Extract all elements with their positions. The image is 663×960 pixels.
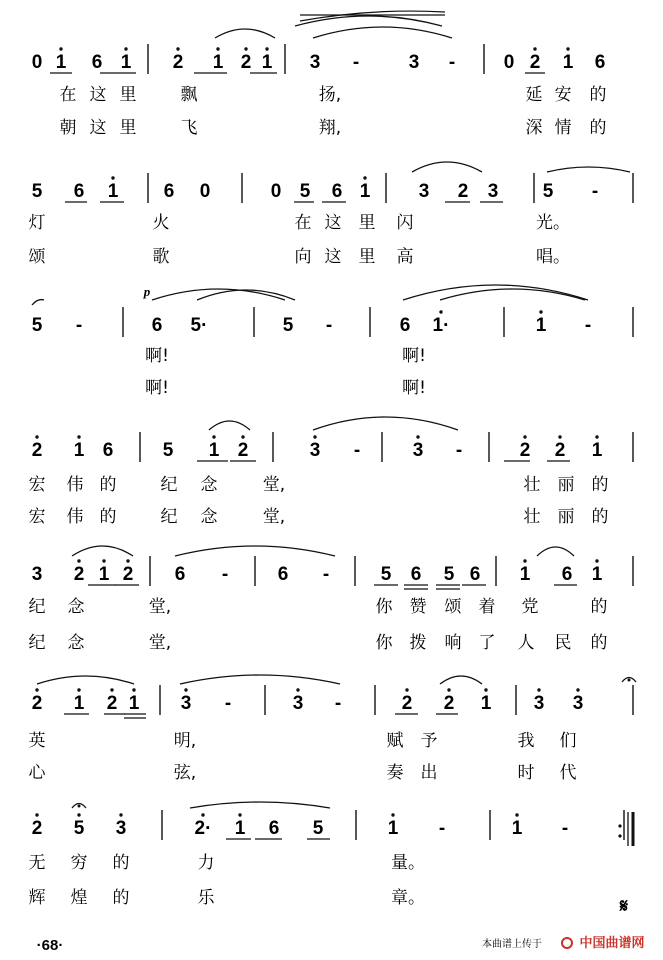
lyric-syllable: 念 bbox=[200, 475, 218, 495]
octave-dot bbox=[201, 813, 204, 816]
lyric-syllable: 无 bbox=[28, 853, 46, 873]
lyric-syllable: 朝 bbox=[59, 118, 77, 138]
score-note: 1 bbox=[535, 315, 547, 336]
score-note: 1 bbox=[73, 693, 85, 714]
slur-arc bbox=[72, 546, 133, 556]
octave-dot bbox=[77, 688, 80, 691]
lyric-syllable: 里 bbox=[358, 213, 376, 233]
lyric-syllable: 心 bbox=[28, 763, 46, 783]
score-note: 6 bbox=[102, 440, 114, 461]
lyric-syllable: 赋 bbox=[386, 731, 404, 751]
lyric-syllable: 乐 bbox=[197, 888, 215, 908]
lyric-syllable: 纪 bbox=[160, 475, 178, 495]
octave-dot bbox=[416, 435, 419, 438]
score-note: 3 bbox=[309, 52, 321, 73]
lyric-syllable: 飘 bbox=[180, 85, 198, 105]
score-note: 5 bbox=[73, 818, 85, 839]
octave-dot bbox=[515, 813, 518, 816]
lyric-syllable: 在 bbox=[59, 85, 77, 105]
octave-dot bbox=[212, 435, 215, 438]
slur-arc bbox=[215, 29, 275, 38]
lyric-syllable: 民 bbox=[554, 633, 572, 653]
lyric-syllable: 代 bbox=[559, 763, 577, 783]
lyric-syllable: 英 bbox=[28, 731, 46, 751]
score-note: 6 bbox=[399, 315, 411, 336]
lyric-syllable: 堂, bbox=[262, 475, 286, 495]
score-note: 2 bbox=[106, 693, 118, 714]
lyric-syllable: 高 bbox=[396, 247, 414, 267]
slur-arc bbox=[190, 802, 330, 808]
score-system bbox=[29, 685, 634, 783]
lyric-syllable: 我 bbox=[517, 731, 535, 751]
octave-dot bbox=[110, 688, 113, 691]
slur-arc bbox=[295, 16, 442, 26]
score-note: 2 bbox=[172, 52, 184, 73]
lyric-syllable: 宏 bbox=[28, 507, 46, 527]
octave-dot bbox=[35, 435, 38, 438]
score-note: 6 bbox=[331, 181, 343, 202]
octave-dot bbox=[102, 559, 105, 562]
lyric-syllable: 们 bbox=[559, 731, 577, 751]
lyric-syllable: 翔, bbox=[318, 118, 342, 138]
score-note: 6 bbox=[151, 315, 163, 336]
score-note: 6 bbox=[277, 564, 289, 585]
lyric-syllable: 你 bbox=[375, 633, 393, 653]
lyric-syllable: 的 bbox=[590, 597, 608, 617]
score-note: 0 bbox=[31, 52, 43, 73]
score-note: 5 bbox=[380, 564, 392, 585]
lyric-syllable: 出 bbox=[420, 763, 438, 783]
score-note: 1 bbox=[73, 440, 85, 461]
lyric-syllable: 壮 bbox=[523, 475, 541, 495]
octave-dot bbox=[533, 47, 536, 50]
lyric-syllable: 章。 bbox=[391, 888, 425, 908]
score-note: - bbox=[448, 52, 456, 73]
lyric-syllable: 啊! bbox=[402, 378, 426, 398]
score-note: 1 bbox=[591, 564, 603, 585]
slur-arc bbox=[412, 162, 482, 172]
octave-dot bbox=[176, 47, 179, 50]
score-note: - bbox=[352, 52, 360, 73]
score-note: 6 bbox=[594, 52, 606, 73]
octave-dot bbox=[595, 435, 598, 438]
score-note: 1 bbox=[519, 564, 531, 585]
score-note: 1 bbox=[128, 693, 140, 714]
slur-arc bbox=[537, 547, 574, 556]
score-note: 6 bbox=[73, 181, 85, 202]
octave-dot bbox=[576, 688, 579, 691]
slur-arc bbox=[403, 285, 588, 300]
fermata-dot bbox=[628, 679, 631, 682]
score-note: 0 bbox=[270, 181, 282, 202]
octave-dot bbox=[439, 310, 442, 313]
lyric-syllable: 纪 bbox=[28, 633, 46, 653]
score-note: 1 bbox=[591, 440, 603, 461]
lyric-syllable: 延 bbox=[525, 85, 543, 105]
lyric-syllable: 啊! bbox=[145, 346, 169, 366]
octave-dot bbox=[363, 176, 366, 179]
score-note: 2 bbox=[401, 693, 413, 714]
score-note: 1 bbox=[511, 818, 523, 839]
lyric-syllable: 纪 bbox=[28, 597, 46, 617]
score-note: 6 bbox=[174, 564, 186, 585]
segno-icon: 𝄋 bbox=[619, 896, 629, 917]
lyric-syllable: 的 bbox=[589, 118, 607, 138]
lyric-syllable: 赞 bbox=[409, 597, 427, 617]
score-note: 2 bbox=[554, 440, 566, 461]
lyric-syllable: 的 bbox=[590, 633, 608, 653]
slur-arc bbox=[175, 546, 335, 556]
lyric-syllable: 壮 bbox=[523, 507, 541, 527]
score-note: 5 bbox=[162, 440, 174, 461]
slur-arc bbox=[313, 27, 452, 38]
octave-dot bbox=[566, 47, 569, 50]
lyric-syllable: 闪 bbox=[396, 213, 414, 233]
score-note: - bbox=[75, 315, 83, 336]
repeat-dot bbox=[618, 834, 621, 837]
lyric-syllable: 着 bbox=[478, 597, 496, 617]
score-note: 3 bbox=[408, 52, 420, 73]
lyric-syllable: 纪 bbox=[160, 507, 178, 527]
lyric-syllable: 丽 bbox=[557, 507, 575, 527]
lyric-syllable: 的 bbox=[112, 888, 130, 908]
lyric-syllable: 念 bbox=[67, 633, 85, 653]
octave-dot bbox=[313, 435, 316, 438]
score-note: 1 bbox=[387, 818, 399, 839]
score-note: 3 bbox=[412, 440, 424, 461]
lyric-syllable: 向 bbox=[294, 247, 312, 267]
octave-dot bbox=[124, 47, 127, 50]
lyric-syllable: 你 bbox=[375, 597, 393, 617]
lyric-syllable: 里 bbox=[119, 118, 137, 138]
score-note: 3 bbox=[31, 564, 43, 585]
octave-dot bbox=[296, 688, 299, 691]
octave-dot bbox=[391, 813, 394, 816]
score-system bbox=[32, 307, 633, 398]
score-note: 0 bbox=[199, 181, 211, 202]
upload-note: 本曲谱上传于 bbox=[482, 939, 542, 950]
slur-arc bbox=[152, 289, 285, 300]
slur-arc bbox=[32, 300, 44, 305]
score-note: 1 bbox=[562, 52, 574, 73]
score-note: 2 bbox=[529, 52, 541, 73]
score-note: - bbox=[221, 564, 229, 585]
score-system bbox=[29, 810, 625, 908]
octave-dot bbox=[59, 47, 62, 50]
lyric-syllable: 飞 bbox=[180, 118, 198, 138]
lyric-syllable: 时 bbox=[517, 763, 535, 783]
lyric-syllable: 伟 bbox=[66, 507, 84, 527]
score-note: - bbox=[224, 693, 232, 714]
score-note: 2 bbox=[73, 564, 85, 585]
lyric-syllable: 啊! bbox=[402, 346, 426, 366]
repeat-dot bbox=[618, 824, 621, 827]
score-note: 1 bbox=[212, 52, 224, 73]
score-note: - bbox=[322, 564, 330, 585]
score-note: 3 bbox=[292, 693, 304, 714]
score-note: - bbox=[591, 181, 599, 202]
lyric-syllable: 的 bbox=[589, 85, 607, 105]
score-note: 5 bbox=[282, 315, 294, 336]
lyric-syllable: 里 bbox=[119, 85, 137, 105]
octave-dot bbox=[405, 688, 408, 691]
lyric-syllable: 深 bbox=[525, 118, 543, 138]
score-note: 5 bbox=[443, 564, 455, 585]
slur-arc bbox=[313, 417, 458, 430]
score-note: 5 bbox=[31, 181, 43, 202]
score-note: 2 bbox=[31, 818, 43, 839]
octave-dot bbox=[77, 435, 80, 438]
score-note: 1 bbox=[359, 181, 371, 202]
score-note: 1 bbox=[120, 52, 132, 73]
score-note: 2 bbox=[240, 52, 252, 73]
octave-dot bbox=[595, 559, 598, 562]
lyric-syllable: 扬, bbox=[318, 85, 342, 105]
octave-dot bbox=[244, 47, 247, 50]
lyric-syllable: 量。 bbox=[391, 853, 425, 873]
score-note: 3 bbox=[115, 818, 127, 839]
lyric-syllable: 这 bbox=[89, 118, 107, 138]
lyric-syllable: 这 bbox=[89, 85, 107, 105]
score-note: - bbox=[561, 818, 569, 839]
score-note: 2 bbox=[443, 693, 455, 714]
score-note: 2 bbox=[457, 181, 469, 202]
lyric-syllable: 这 bbox=[324, 213, 342, 233]
score-note: - bbox=[438, 818, 446, 839]
score-note: - bbox=[353, 440, 361, 461]
lyric-syllable: 这 bbox=[324, 247, 342, 267]
lyric-syllable: 响 bbox=[444, 633, 462, 653]
lyric-syllable: 堂, bbox=[148, 597, 172, 617]
score-system bbox=[32, 44, 607, 138]
site-logo-text: 中国曲谱网 bbox=[579, 936, 645, 951]
lyric-syllable: 里 bbox=[358, 247, 376, 267]
lyric-syllable: 予 bbox=[420, 731, 438, 751]
octave-dot bbox=[241, 435, 244, 438]
score-note: 3 bbox=[418, 181, 430, 202]
score-note: - bbox=[334, 693, 342, 714]
lyric-syllable: 煌 bbox=[70, 888, 88, 908]
score-note: 6 bbox=[469, 564, 481, 585]
score-note: 5· bbox=[190, 315, 208, 336]
octave-dot bbox=[523, 435, 526, 438]
score-note: - bbox=[325, 315, 333, 336]
octave-dot bbox=[537, 688, 540, 691]
lyric-syllable: 情 bbox=[554, 118, 572, 138]
score-note: 2 bbox=[122, 564, 134, 585]
octave-dot bbox=[111, 176, 114, 179]
score-note: 1 bbox=[480, 693, 492, 714]
octave-dot bbox=[447, 688, 450, 691]
lyric-syllable: 奏 bbox=[386, 763, 404, 783]
lyric-syllable: 堂, bbox=[148, 633, 172, 653]
slur-arc bbox=[209, 421, 250, 430]
score-note: 1· bbox=[432, 315, 450, 336]
score-note: 1 bbox=[261, 52, 273, 73]
score-note: 1 bbox=[208, 440, 220, 461]
octave-dot bbox=[484, 688, 487, 691]
lyric-syllable: 拨 bbox=[409, 633, 427, 653]
octave-dot bbox=[216, 47, 219, 50]
lyric-syllable: 颂 bbox=[28, 247, 46, 267]
slur-arc bbox=[37, 676, 134, 684]
score-note: - bbox=[584, 315, 592, 336]
score-note: 5 bbox=[542, 181, 554, 202]
score-note: 3 bbox=[309, 440, 321, 461]
lyric-syllable: 在 bbox=[294, 213, 312, 233]
octave-dot bbox=[184, 688, 187, 691]
dynamic-mark: p bbox=[143, 284, 151, 299]
lyric-syllable: 弦, bbox=[173, 763, 197, 783]
score-note: 2· bbox=[194, 818, 212, 839]
lyric-syllable: 啊! bbox=[145, 378, 169, 398]
lyric-syllable: 的 bbox=[591, 507, 609, 527]
lyric-syllable: 明, bbox=[173, 731, 197, 751]
octave-dot bbox=[126, 559, 129, 562]
lyric-syllable: 人 bbox=[517, 633, 535, 653]
fermata-dot bbox=[78, 805, 81, 808]
score-note: 1 bbox=[234, 818, 246, 839]
score-note: 3 bbox=[533, 693, 545, 714]
logo-mark-icon bbox=[562, 938, 572, 948]
page-number: ·68· bbox=[36, 937, 64, 954]
score-note: 5 bbox=[31, 315, 43, 336]
lyric-syllable: 穷 bbox=[70, 853, 88, 873]
score-note: 1 bbox=[98, 564, 110, 585]
lyric-syllable: 颂 bbox=[444, 597, 462, 617]
octave-dot bbox=[77, 559, 80, 562]
octave-dot bbox=[132, 688, 135, 691]
score-note: 5 bbox=[299, 181, 311, 202]
score-note: 1 bbox=[107, 181, 119, 202]
score-note: 6 bbox=[91, 52, 103, 73]
slur-arc bbox=[547, 167, 630, 172]
octave-dot bbox=[119, 813, 122, 816]
octave-dot bbox=[77, 813, 80, 816]
lyric-syllable: 歌 bbox=[152, 247, 170, 267]
octave-dot bbox=[265, 47, 268, 50]
site-logo bbox=[562, 935, 645, 951]
lyric-syllable: 的 bbox=[591, 475, 609, 495]
lyric-syllable: 的 bbox=[99, 475, 117, 495]
octave-dot bbox=[35, 688, 38, 691]
lyric-syllable: 灯 bbox=[28, 213, 46, 233]
lyric-syllable: 堂, bbox=[262, 507, 286, 527]
octave-dot bbox=[35, 813, 38, 816]
score-system bbox=[29, 556, 634, 653]
lyric-syllable: 伟 bbox=[66, 475, 84, 495]
score-note: 6 bbox=[268, 818, 280, 839]
lyric-syllable: 光。 bbox=[536, 213, 570, 233]
slur-arc bbox=[180, 675, 340, 684]
lyric-syllable: 安 bbox=[554, 85, 572, 105]
octave-dot bbox=[523, 559, 526, 562]
score-note: 6 bbox=[163, 181, 175, 202]
lyric-syllable: 丽 bbox=[557, 475, 575, 495]
score-note: 5 bbox=[312, 818, 324, 839]
score-note: 2 bbox=[519, 440, 531, 461]
score-note: 2 bbox=[31, 440, 43, 461]
score-note: - bbox=[455, 440, 463, 461]
score-note: 2 bbox=[31, 693, 43, 714]
lyric-syllable: 唱。 bbox=[536, 247, 570, 267]
lyric-syllable: 的 bbox=[99, 507, 117, 527]
slur-arc bbox=[440, 676, 482, 684]
score-note: 2 bbox=[237, 440, 249, 461]
score-note: 6 bbox=[561, 564, 573, 585]
lyric-syllable: 念 bbox=[67, 597, 85, 617]
lyric-syllable: 了 bbox=[478, 633, 496, 653]
lyric-syllable: 火 bbox=[152, 213, 170, 233]
lyric-syllable: 党 bbox=[521, 597, 539, 617]
octave-dot bbox=[539, 310, 542, 313]
slur-arc bbox=[440, 289, 585, 300]
lyric-syllable: 念 bbox=[200, 507, 218, 527]
score-note: 6 bbox=[410, 564, 422, 585]
lyric-syllable: 宏 bbox=[28, 475, 46, 495]
score-system bbox=[29, 173, 634, 267]
score-note: 1 bbox=[55, 52, 67, 73]
lyric-syllable: 辉 bbox=[28, 888, 46, 908]
score-note: 0 bbox=[503, 52, 515, 73]
score-system bbox=[29, 432, 634, 527]
lyric-syllable: 力 bbox=[197, 853, 215, 873]
octave-dot bbox=[558, 435, 561, 438]
lyric-syllable: 的 bbox=[112, 853, 130, 873]
score-note: 3 bbox=[572, 693, 584, 714]
octave-dot bbox=[238, 813, 241, 816]
score-note: 3 bbox=[180, 693, 192, 714]
score-note: 3 bbox=[487, 181, 499, 202]
